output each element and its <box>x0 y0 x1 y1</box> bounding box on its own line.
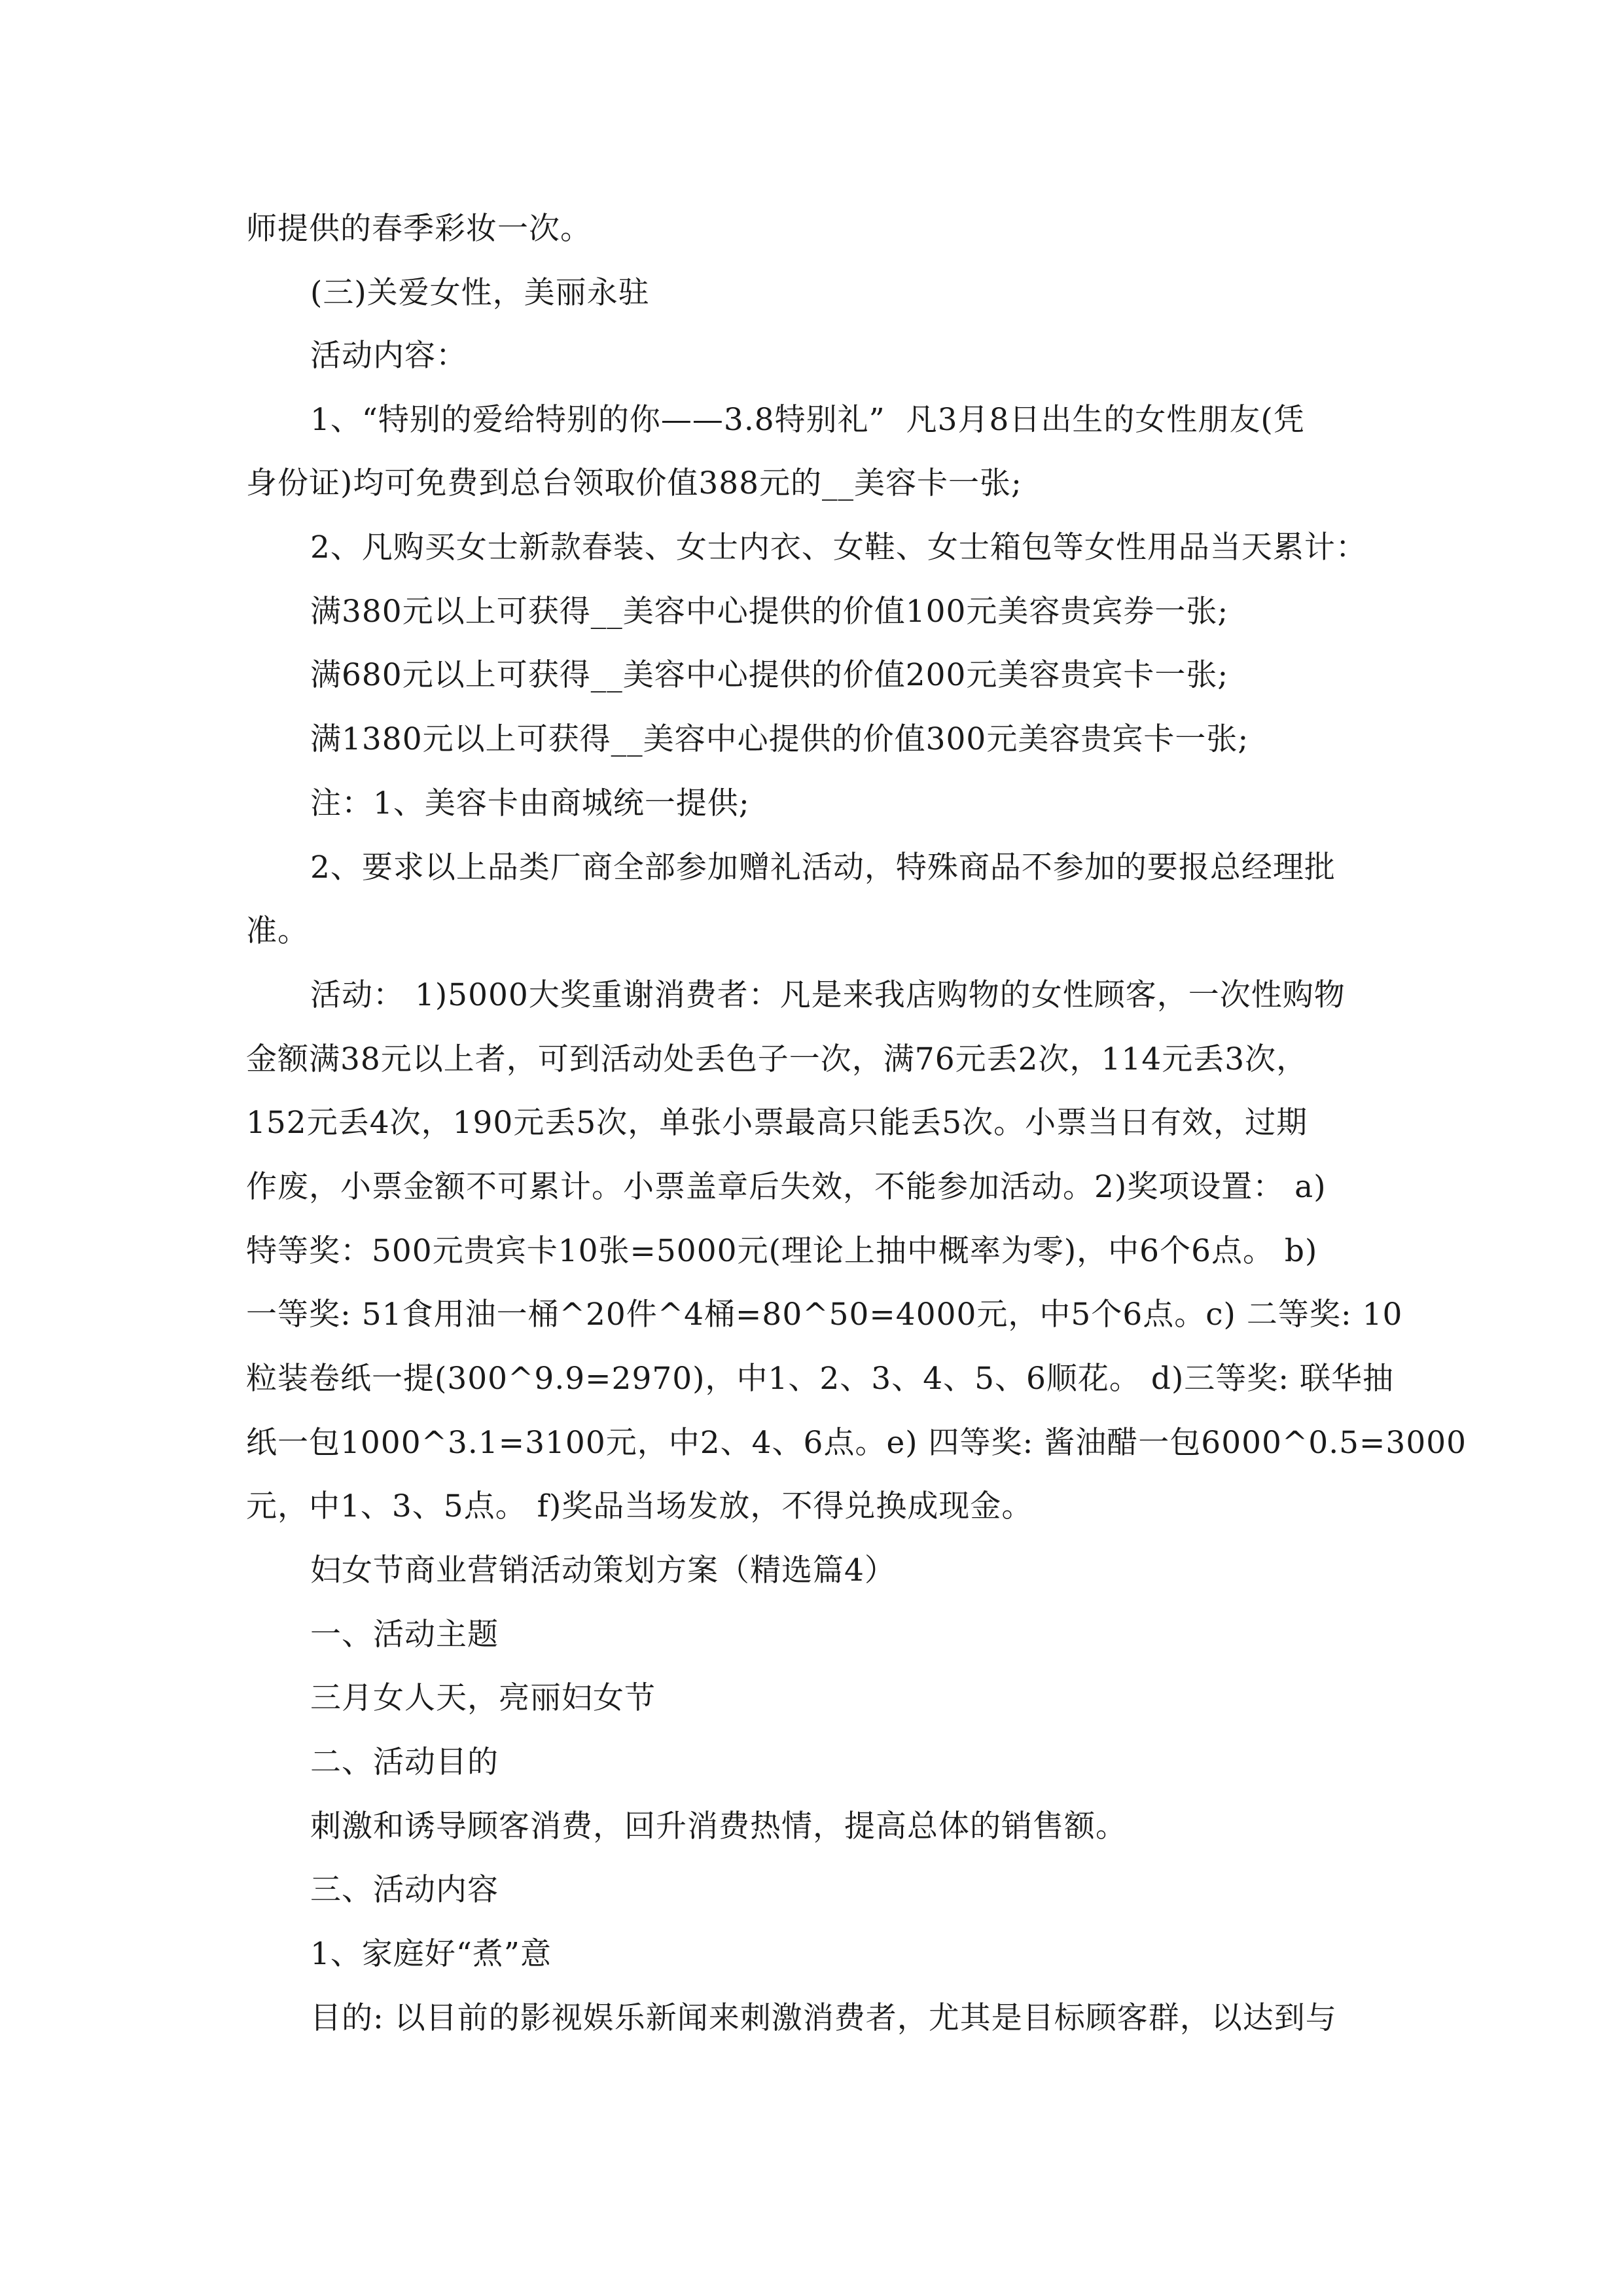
text-line: 作废，小票金额不可累计。小票盖章后失效，不能参加活动。2)奖项设置： a) <box>246 1169 1327 1205</box>
text-line: 活动： 1)5000大奖重谢消费者：凡是来我店购物的女性顾客，一次性购物 <box>310 977 1346 1013</box>
text-line: 三月女人天，亮丽妇女节 <box>310 1680 656 1716</box>
section-heading: 二、活动目的 <box>310 1744 499 1780</box>
text-line: 满380元以上可获得__美容中心提供的价值100元美容贵宾券一张; <box>310 594 1229 630</box>
text-line: 金额满38元以上者，可到活动处丢色子一次，满76元丢2次，114元丢3次， <box>246 1041 1308 1077</box>
text-line: 刺激和诱导顾客消费，回升消费热情，提高总体的销售额。 <box>310 1808 1127 1844</box>
text-line: 准。 <box>246 913 309 949</box>
section-title: 妇女节商业营销活动策划方案（精选篇4） <box>310 1552 896 1588</box>
text-line: 2、要求以上品类厂商全部参加赠礼活动，特殊商品不参加的要报总经理批 <box>310 850 1336 886</box>
text-line: 满680元以上可获得__美容中心提供的价值200元美容贵宾卡一张; <box>310 657 1229 693</box>
section-heading: (三)关爱女性，美丽永驻 <box>310 275 650 311</box>
section-heading: 三、活动内容 <box>310 1872 499 1908</box>
section-heading: 一、活动主题 <box>310 1617 499 1653</box>
text-line: 152元丢4次，190元丢5次，单张小票最高只能丢5次。小票当日有效，过期 <box>246 1105 1308 1141</box>
text-line: 目的: 以目前的影视娱乐新闻来刺激消费者，尤其是目标顾客群，以达到与 <box>310 2000 1337 2036</box>
text-line: 粒装卷纸一提(300^9.9=2970)，中1、2、3、4、5、6顺花。 d)三等奖: 联华抽 <box>246 1361 1395 1397</box>
text-line: 特等奖：500元贵宾卡10张=5000元(理论上抽中概率为零)，中6个6点。 b) <box>246 1233 1318 1269</box>
text-line: 活动内容： <box>310 338 467 374</box>
text-line: 元，中1、3、5点。 f)奖品当场发放，不得兑换成现金。 <box>246 1488 1033 1524</box>
text-line: 1、“特别的爱给特别的你——3.8特别礼” 凡3月8日出生的女性朋友(凭 <box>310 402 1305 438</box>
text-line: 2、凡购买女士新款春装、女士内衣、女鞋、女士箱包等女性用品当天累计： <box>310 529 1367 565</box>
text-line: 满1380元以上可获得__美容中心提供的价值300元美容贵宾卡一张; <box>310 721 1249 757</box>
text-line: 身份证)均可免费到总台领取价值388元的__美容卡一张; <box>246 465 1022 501</box>
text-line: 一等奖: 51食用油一桶^20件^4桶=80^50=4000元，中5个6点。c) 二等奖: 10 <box>246 1297 1403 1333</box>
text-line: 1、家庭好“煮”意 <box>310 1936 552 1972</box>
text-line: 纸一包1000^3.1=3100元，中2、4、6点。e) 四等奖: 酱油醋一包6000^0.5=3000 <box>246 1425 1467 1461</box>
text-line: 注：1、美容卡由商城统一提供; <box>310 785 750 821</box>
text-line: 师提供的春季彩妆一次。 <box>246 211 592 247</box>
